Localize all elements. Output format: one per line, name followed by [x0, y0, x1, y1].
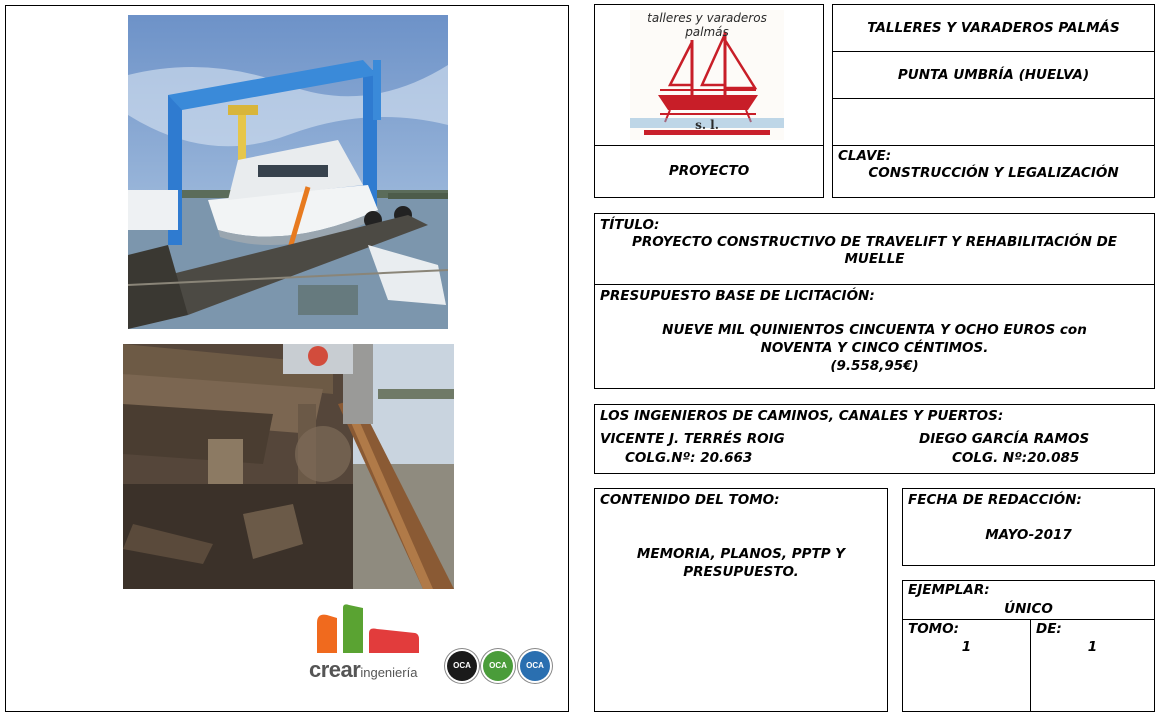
date-label: FECHA DE REDACCIÓN:	[908, 492, 1082, 508]
engineer2-colg: COLG. Nº:20.085	[952, 450, 1080, 466]
engineer2-name: DIEGO GARCÍA RAMOS	[919, 431, 1090, 447]
contents-line1: MEMORIA, PLANOS, PPTP Y	[636, 546, 846, 562]
location: PUNTA UMBRÍA (HUELVA)	[897, 67, 1090, 83]
budget-box	[594, 284, 1155, 389]
date-box	[902, 488, 1155, 566]
copy-value: ÚNICO	[1004, 601, 1053, 617]
budget-line2: NOVENTA Y CINCO CÉNTIMOS.	[760, 340, 989, 356]
copy-label: EJEMPLAR:	[908, 582, 990, 598]
de-box	[1030, 619, 1155, 712]
title-box	[594, 213, 1155, 285]
travelift-photo	[128, 15, 448, 329]
project-label: PROYECTO	[668, 163, 750, 179]
company-name: TALLERES Y VARADEROS PALMÁS	[867, 20, 1120, 36]
clave-label: CLAVE:	[838, 148, 892, 164]
budget-line1: NUEVE MIL QUINIENTOS CINCUENTA Y OCHO EUROS con	[662, 322, 1087, 338]
de-label: DE:	[1036, 621, 1062, 637]
de-value: 1	[1087, 639, 1098, 655]
logo-arc-text: talleres y varaderos palmás	[647, 11, 767, 39]
engineers-box	[594, 404, 1155, 474]
tomo-label: TOMO:	[908, 621, 959, 637]
oca-badge-green: OCA	[483, 651, 513, 681]
title-label: TÍTULO:	[600, 217, 660, 233]
budget-label: PRESUPUESTO BASE DE LICITACIÓN:	[600, 288, 875, 304]
contents-box	[594, 488, 888, 712]
tomo-box	[902, 619, 1031, 712]
contents-line2: PRESUPUESTO.	[683, 564, 799, 580]
tomo-value: 1	[961, 639, 972, 655]
title-line2: MUELLE	[844, 251, 905, 267]
project-label-box	[594, 145, 824, 198]
title-line1: PROYECTO CONSTRUCTIVO DE TRAVELIFT Y REHABILITACIÓN DE	[631, 234, 1118, 250]
clave-value: CONSTRUCCIÓN Y LEGALIZACIÓN	[868, 165, 1119, 181]
pier-photo	[123, 344, 454, 589]
oca-badge-black: OCA	[447, 651, 477, 681]
engineer1-colg: COLG.Nº: 20.663	[625, 450, 753, 466]
photo-panel	[5, 5, 569, 712]
blank-box	[832, 98, 1155, 146]
oca-badge-blue: OCA	[520, 651, 550, 681]
clave-box	[832, 145, 1155, 198]
location-box	[832, 51, 1155, 99]
logo-sl-text: s. l.	[695, 118, 719, 132]
crear-logo	[307, 603, 437, 685]
crear-word-main: crear	[309, 657, 361, 682]
contents-label: CONTENIDO DEL TOMO:	[600, 492, 780, 508]
date-value: MAYO-2017	[985, 527, 1072, 543]
company-name-box	[832, 4, 1155, 52]
crear-word-sub: ingeniería	[360, 665, 418, 680]
company-logo-box	[594, 4, 824, 146]
engineers-label: LOS INGENIEROS DE CAMINOS, CANALES Y PUERTOS:	[600, 408, 1004, 424]
engineer1-name: VICENTE J. TERRÉS ROIG	[600, 431, 785, 447]
budget-amount: (9.558,95€)	[830, 358, 919, 374]
copy-box	[902, 580, 1155, 620]
